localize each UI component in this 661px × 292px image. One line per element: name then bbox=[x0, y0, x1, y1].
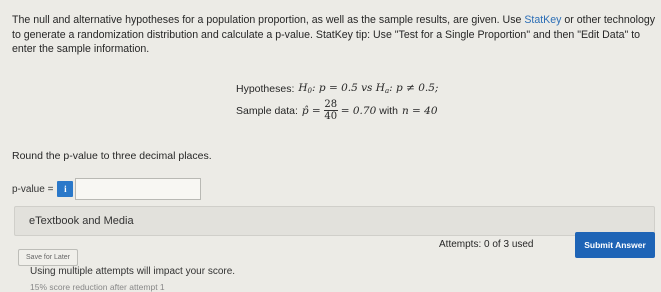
phat-symbol: p̂ = bbox=[301, 104, 321, 117]
submit-answer-button[interactable]: Submit Answer bbox=[575, 232, 655, 258]
pvalue-input[interactable] bbox=[75, 178, 201, 200]
with-label: with bbox=[379, 104, 398, 117]
multiple-attempts-note: Using multiple attempts will impact your score. bbox=[30, 266, 236, 277]
score-reduction-note: 15% score reduction after attempt 1 bbox=[30, 282, 165, 292]
pvalue-row bbox=[12, 178, 201, 200]
ha-subscript: a bbox=[384, 87, 390, 95]
fraction-denominator: 40 bbox=[324, 111, 338, 122]
sample-data-label: Sample data: bbox=[236, 104, 298, 117]
h0-symbol: H bbox=[298, 82, 308, 94]
sample-data-line bbox=[236, 99, 438, 122]
save-for-later-button[interactable]: Save for Later bbox=[18, 249, 78, 266]
ha-statement: : p ≠ 0.5; bbox=[389, 82, 439, 94]
phat-value: = 0.70 bbox=[340, 104, 377, 117]
hypotheses-label: Hypotheses: bbox=[236, 82, 295, 95]
hypotheses-expression bbox=[298, 82, 438, 95]
etextbook-media-label: eTextbook and Media bbox=[29, 215, 134, 227]
attempts-counter: Attempts: 0 of 3 used bbox=[439, 239, 534, 250]
question-text-part2: or other technology to generate a randomization distribution and calculate a p-value. StatKey tip: Use "Test for a Single Proportion" and then "Edit Data" to enter the sample information. bbox=[12, 14, 656, 55]
ha-symbol: H bbox=[375, 82, 385, 94]
pvalue-label: p-value = bbox=[12, 183, 54, 195]
problem-data bbox=[236, 82, 438, 122]
rounding-instruction: Round the p-value to three decimal places. bbox=[12, 150, 212, 162]
sample-fraction bbox=[324, 99, 338, 122]
sample-size: n = 40 bbox=[401, 104, 438, 117]
statkey-link[interactable]: StatKey bbox=[524, 14, 562, 26]
etextbook-media-bar[interactable] bbox=[14, 206, 655, 236]
h0-statement: : p = 0.5 vs bbox=[312, 82, 376, 94]
fraction-numerator: 28 bbox=[324, 99, 338, 110]
h0-subscript: 0 bbox=[307, 87, 313, 95]
info-icon[interactable]: i bbox=[57, 181, 73, 197]
hypotheses-line bbox=[236, 82, 438, 95]
question-text bbox=[12, 13, 657, 57]
question-text-part1: The null and alternative hypotheses for a population proportion, as well as the sample results, are given. Use bbox=[12, 14, 525, 26]
